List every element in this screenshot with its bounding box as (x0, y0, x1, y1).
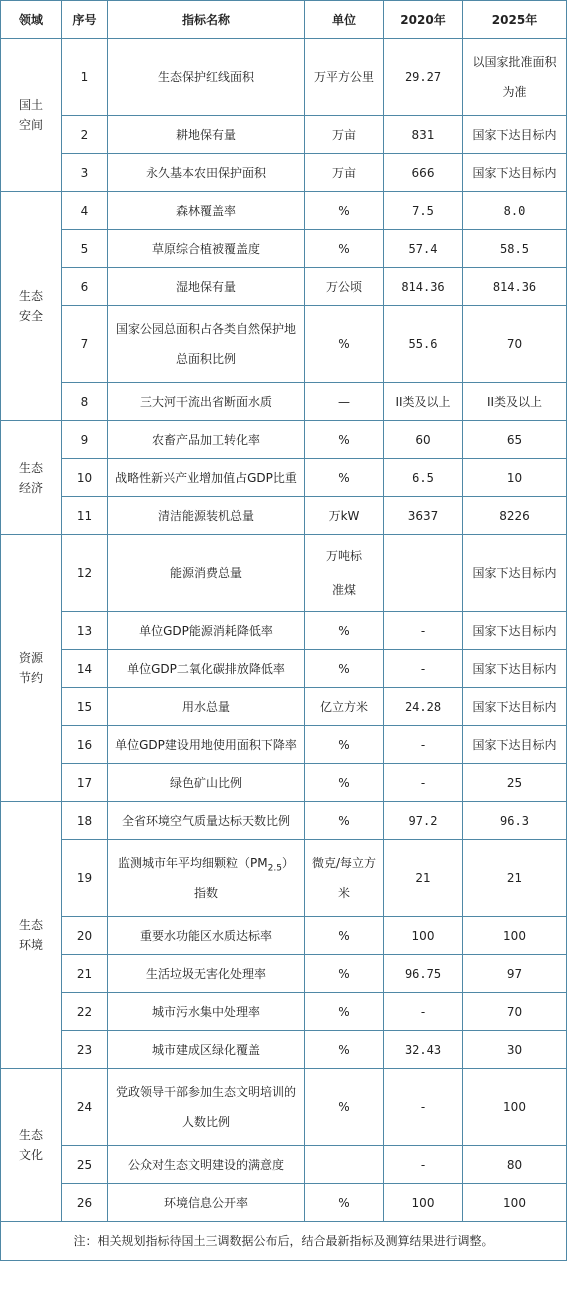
value-2020-cell: II类及以上 (384, 383, 463, 421)
table-row (1, 1146, 567, 1184)
value-2020-cell: - (384, 764, 463, 802)
value-2020-cell: 21 (384, 840, 463, 917)
value-2025-cell: 65 (463, 421, 567, 459)
value-2020-cell: 831 (384, 116, 463, 154)
table-row (1, 192, 567, 230)
unit-cell: % (305, 764, 384, 802)
unit-cell: % (305, 955, 384, 993)
unit-cell: 万公顷 (305, 268, 384, 306)
value-2020-cell: 29.27 (384, 39, 463, 116)
unit-cell: % (305, 993, 384, 1031)
unit-cell: % (305, 726, 384, 764)
name-cell: 公众对生态文明建设的满意度 (108, 1146, 305, 1184)
domain-line: 空间 (18, 118, 43, 132)
unit-cell: 万平方公里 (305, 39, 384, 116)
seq-cell: 2 (62, 116, 108, 154)
seq-cell: 5 (62, 230, 108, 268)
seq-cell: 6 (62, 268, 108, 306)
table-row (1, 840, 567, 917)
seq-cell: 14 (62, 650, 108, 688)
value-2020-cell (384, 535, 463, 612)
value-2025-cell: 21 (463, 840, 567, 917)
unit-cell: % (305, 1069, 384, 1146)
value-2025-cell: 70 (463, 306, 567, 383)
table-row (1, 230, 567, 268)
domain-line: 国土 (18, 98, 43, 112)
name-cell: 绿色矿山比例 (108, 764, 305, 802)
seq-cell: 24 (62, 1069, 108, 1146)
domain-line: 生态 (18, 289, 43, 303)
value-2020-cell: - (384, 1069, 463, 1146)
unit-cell: 万亩 (305, 116, 384, 154)
seq-cell: 16 (62, 726, 108, 764)
seq-cell: 12 (62, 535, 108, 612)
table-row (1, 306, 567, 383)
value-2025-cell: II类及以上 (463, 383, 567, 421)
unit-cell: % (305, 459, 384, 497)
table-row (1, 1184, 567, 1222)
value-2025-cell: 100 (463, 1184, 567, 1222)
value-2025-cell: 814.36 (463, 268, 567, 306)
table-row (1, 535, 567, 612)
domain-line: 生态 (18, 460, 43, 475)
value-2025-cell: 80 (463, 1146, 567, 1184)
name-cell: 重要水功能区水质达标率 (108, 917, 305, 955)
seq-cell: 13 (62, 612, 108, 650)
value-2020-cell: 97.2 (384, 802, 463, 840)
name-cell: 生态保护红线面积 (108, 39, 305, 116)
value-2020-cell: 24.28 (384, 688, 463, 726)
unit-cell: % (305, 1184, 384, 1222)
value-2020-cell: 100 (384, 1184, 463, 1222)
value-2025-cell: 30 (463, 1031, 567, 1069)
value-2020-cell: 666 (384, 154, 463, 192)
seq-cell: 20 (62, 917, 108, 955)
value-2025-cell: 8.0 (463, 192, 567, 230)
seq-cell: 23 (62, 1031, 108, 1069)
value-2025-cell: 国家下达目标内 (463, 535, 567, 612)
unit-cell: % (305, 917, 384, 955)
value-2020-cell: 814.36 (384, 268, 463, 306)
unit-cell: % (305, 802, 384, 840)
unit-text: 万吨标准煤 (326, 549, 363, 597)
table-row (1, 993, 567, 1031)
name-cell: 草原综合植被覆盖度 (108, 230, 305, 268)
value-2020-cell: 7.5 (384, 192, 463, 230)
domain-cell (1, 1069, 62, 1222)
name-cell: 城市污水集中处理率 (108, 993, 305, 1031)
domain-line: 环境 (18, 938, 43, 952)
unit-cell: 亿立方米 (305, 688, 384, 726)
seq-cell: 7 (62, 306, 108, 383)
name-cell (108, 1069, 305, 1146)
value-2025-cell: 100 (463, 1069, 567, 1146)
value-2025-cell: 国家下达目标内 (463, 688, 567, 726)
value-2025-cell: 10 (463, 459, 567, 497)
name-cell: 单位GDP能源消耗降低率 (108, 612, 305, 650)
seq-cell: 4 (62, 192, 108, 230)
value-2025-text: 以国家批准面积为准 (472, 55, 557, 99)
seq-cell: 3 (62, 154, 108, 192)
table-row (1, 650, 567, 688)
seq-cell: 25 (62, 1146, 108, 1184)
table-row (1, 764, 567, 802)
domain-cell (1, 421, 62, 535)
value-2020-cell: - (384, 1146, 463, 1184)
name-cell: 全省环境空气质量达标天数比例 (108, 802, 305, 840)
name-cell (108, 840, 305, 917)
seq-cell: 8 (62, 383, 108, 421)
domain-cell (1, 192, 62, 421)
table-note: 注：相关规划指标待国土三调数据公布后，结合最新指标及测算结果进行调整。 (1, 1222, 567, 1261)
pm-name-before: 监测城市年平均细颗粒（PM (118, 856, 268, 870)
name-cell: 单位GDP二氧化碳排放降低率 (108, 650, 305, 688)
name-cell: 湿地保有量 (108, 268, 305, 306)
value-2025-cell: 国家下达目标内 (463, 612, 567, 650)
header-seq: 序号 (62, 1, 108, 39)
name-cell: 战略性新兴产业增加值占GDP比重 (108, 459, 305, 497)
header-2020: 2020年 (384, 1, 463, 39)
domain-line: 文化 (18, 1148, 43, 1162)
value-2020-cell: - (384, 726, 463, 764)
table-row (1, 688, 567, 726)
value-2025-cell: 70 (463, 993, 567, 1031)
domain-cell (1, 535, 62, 802)
value-2025-cell: 58.5 (463, 230, 567, 268)
name-cell: 永久基本农田保护面积 (108, 154, 305, 192)
header-unit: 单位 (305, 1, 384, 39)
name-cell: 清洁能源装机总量 (108, 497, 305, 535)
value-2020-cell: 3637 (384, 497, 463, 535)
value-2020-cell: 60 (384, 421, 463, 459)
unit-cell: % (305, 650, 384, 688)
unit-cell: % (305, 192, 384, 230)
name-cell: 用水总量 (108, 688, 305, 726)
value-2020-cell: - (384, 650, 463, 688)
table-row (1, 116, 567, 154)
value-2020-cell: 32.43 (384, 1031, 463, 1069)
table-row (1, 1031, 567, 1069)
table-row (1, 421, 567, 459)
unit-cell (305, 1146, 384, 1184)
table-row (1, 459, 567, 497)
seq-cell: 21 (62, 955, 108, 993)
unit-cell: % (305, 421, 384, 459)
name-cell: 森林覆盖率 (108, 192, 305, 230)
name-cell: 单位GDP建设用地使用面积下降率 (108, 726, 305, 764)
seq-cell: 17 (62, 764, 108, 802)
value-2025-cell: 100 (463, 917, 567, 955)
value-2020-cell: 55.6 (384, 306, 463, 383)
value-2020-cell: - (384, 993, 463, 1031)
value-2025-cell: 96.3 (463, 802, 567, 840)
value-2020-cell: 6.5 (384, 459, 463, 497)
domain-cell (1, 39, 62, 192)
table-row (1, 497, 567, 535)
unit-cell: % (305, 612, 384, 650)
seq-cell: 19 (62, 840, 108, 917)
domain-line: 资源 (18, 651, 43, 665)
table-row (1, 154, 567, 192)
note-row (1, 1222, 567, 1261)
name-cell: 耕地保有量 (108, 116, 305, 154)
seq-cell: 1 (62, 39, 108, 116)
name-cell: 能源消费总量 (108, 535, 305, 612)
name-cell: 生活垃圾无害化处理率 (108, 955, 305, 993)
unit-cell (305, 840, 384, 917)
value-2020-cell: - (384, 612, 463, 650)
value-2025-cell (463, 39, 567, 116)
seq-cell: 9 (62, 421, 108, 459)
name-cell (108, 306, 305, 383)
domain-line: 生态 (18, 1128, 43, 1142)
unit-cell: 万亩 (305, 154, 384, 192)
table-row (1, 383, 567, 421)
value-2020-cell: 57.4 (384, 230, 463, 268)
name-text: 国家公园总面积占各类自然保护地总面积比例 (116, 322, 297, 366)
table-row (1, 1069, 567, 1146)
value-2025-cell: 国家下达目标内 (463, 116, 567, 154)
table-row (1, 955, 567, 993)
name-cell: 农畜产品加工转化率 (108, 421, 305, 459)
value-2020-cell: 96.75 (384, 955, 463, 993)
value-2025-cell: 25 (463, 764, 567, 802)
unit-cell: % (305, 306, 384, 383)
table-row (1, 612, 567, 650)
name-cell: 城市建成区绿化覆盖 (108, 1031, 305, 1069)
table-row (1, 917, 567, 955)
name-text (110, 848, 302, 908)
table-row (1, 39, 567, 116)
unit-cell: — (305, 383, 384, 421)
value-2025-cell: 97 (463, 955, 567, 993)
value-2025-cell: 8226 (463, 497, 567, 535)
name-cell: 三大河干流出省断面水质 (108, 383, 305, 421)
header-2025: 2025年 (463, 1, 567, 39)
header-domain: 领域 (1, 1, 62, 39)
pm-name-line2: 指数 (193, 886, 218, 900)
name-cell: 环境信息公开率 (108, 1184, 305, 1222)
domain-line: 经济 (18, 480, 43, 495)
seq-cell: 15 (62, 688, 108, 726)
table-row (1, 726, 567, 764)
unit-cell: % (305, 230, 384, 268)
value-2025-cell: 国家下达目标内 (463, 154, 567, 192)
seq-cell: 11 (62, 497, 108, 535)
pm-name-after: ） (281, 856, 294, 870)
table-row (1, 268, 567, 306)
seq-cell: 22 (62, 993, 108, 1031)
value-2025-cell: 国家下达目标内 (463, 726, 567, 764)
domain-line: 生态 (18, 918, 43, 932)
domain-cell (1, 802, 62, 1069)
value-2025-cell: 国家下达目标内 (463, 650, 567, 688)
header-row (1, 1, 567, 39)
value-2020-cell: 100 (384, 917, 463, 955)
name-text: 党政领导干部参加生态文明培训的人数比例 (116, 1085, 297, 1129)
seq-cell: 10 (62, 459, 108, 497)
header-name: 指标名称 (108, 1, 305, 39)
table-row (1, 802, 567, 840)
seq-cell: 18 (62, 802, 108, 840)
seq-cell: 26 (62, 1184, 108, 1222)
unit-text: 微克/每立方米 (311, 856, 377, 900)
unit-cell: % (305, 1031, 384, 1069)
unit-cell (305, 535, 384, 612)
unit-cell: 万kW (305, 497, 384, 535)
domain-line: 节约 (18, 671, 43, 685)
domain-line: 安全 (18, 309, 43, 323)
pm-subscript: 2.5 (267, 863, 282, 874)
